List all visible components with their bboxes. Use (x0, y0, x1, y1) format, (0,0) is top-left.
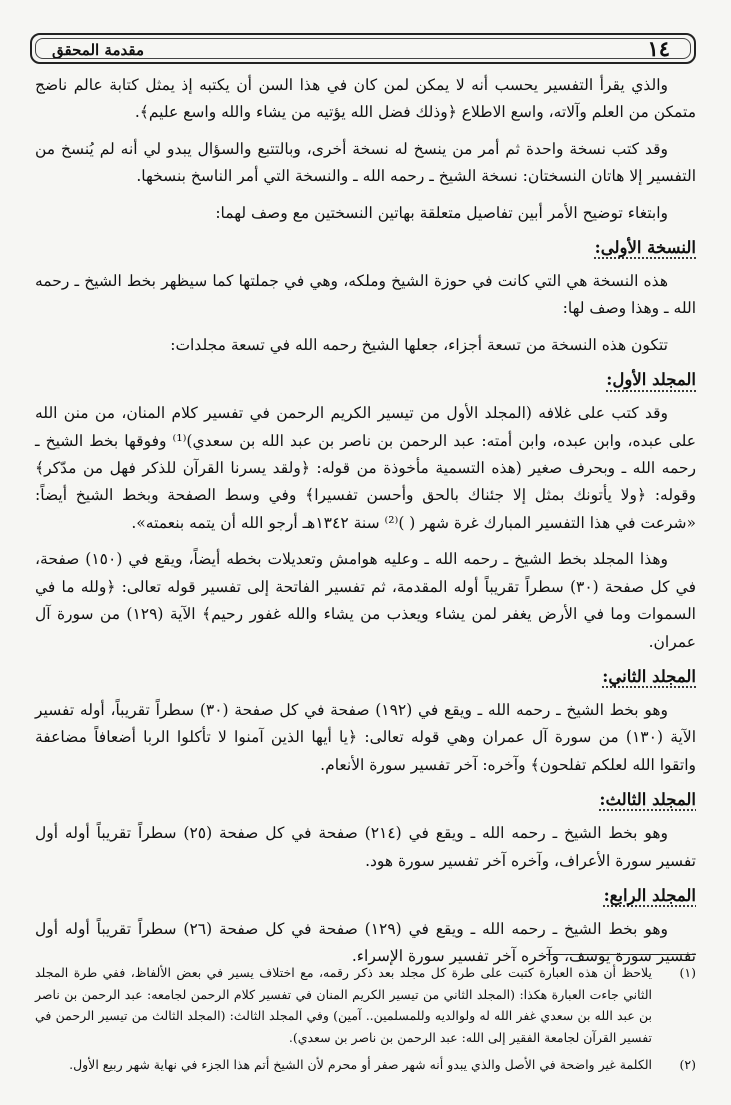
paragraph: وهو بخط الشيخ ـ رحمه الله ـ ويقع في (٢١٤) صفحة في كل صفحة (٢٥) سطراً تقريباً أوله أول تفسير سورة الأعراف، وآخره آخر تفسير سورة هود. (35, 824, 696, 870)
paragraph: وقد كتب نسخة واحدة ثم أمر من ينسخ له نسخة أخرى، وبالتتبع والسؤال يبدو لي أنه لم يُنسخ من التفسير إلا هاتان النسختان: نسخة الشيخ ـ رحمه الله ـ والنسخة التي أمر الناسخ بنسخها. (35, 139, 696, 186)
footnote (35, 962, 696, 1048)
paragraph: وهذا المجلد بخط الشيخ ـ رحمه الله ـ وعليه هوامش وتعديلات بخطه أيضاً، ويقع في (١٥٠) صفحة، في كل صفحة (٣٠) سطراً تقريباً أوله المقدمة، ثم تفسير الفاتحة إلى تفسير قوله تعالى: ﴿ولله ما في السموات وما في الأرض يغفر لمن يشاء ويعذب من يشاء والله غفور رحيم﴾ الآية (١٢٩) من سورة آل عمران. (35, 550, 696, 651)
page-number: ١٤ (647, 36, 670, 61)
paragraph: والذي يقرأ التفسير يحسب أنه لا يمكن لمن كان في هذا السن أن يكتبه إذ يمثل كتابة عالم ناضج متمكن من العلم وآلاته، واسع الاطلاع ﴿وذلك فضل الله يؤتيه من يشاء والله واسع عليم﴾. (35, 76, 696, 122)
running-title: مقدمة المحقق (52, 41, 144, 59)
paragraph: تتكون هذه النسخة من تسعة أجزاء، جعلها الشيخ رحمه الله في تسعة مجلدات: (170, 335, 668, 354)
footnote-divider (546, 954, 696, 955)
section-heading-volume-3: المجلد الثالث: (599, 790, 696, 810)
footnote (35, 1054, 696, 1076)
page-header (30, 33, 696, 64)
footnote-number: (٢) (679, 1057, 696, 1072)
paragraph: وابتغاء توضيح الأمر أبين تفاصيل متعلقة بهاتين النسختين مع وصف لهما: (215, 203, 668, 222)
footnotes (35, 962, 696, 1082)
footnote-number: (١) (679, 965, 696, 980)
main-text (35, 72, 696, 980)
footnote-text: يلاحظ أن هذه العبارة كتبت على طرة كل مجلد بعد ذكر رقمه، مع اختلاف يسير في بعض الألفاظ، ففي طرة المجلد الثاني جاءت العبارة هكذا: (المجلد الثاني من تيسير الكريم المنان في تفسير كلام الرحمن لجامعه: عبد الرحمن بن ناصر بن عبد الله بن سعدي غفر الله له ولوالديه وللمسلمين.. آمين) وفي المجلد الثالث: (المجلد الثالث من تيسير الرحمن في تفسير القرآن لجامعة الفقير إلى الله: عبد الرحمن بن ناصر بن سعدي). (35, 965, 652, 1045)
paragraph: وهو بخط الشيخ ـ رحمه الله ـ ويقع في (١٢٩) صفحة في كل صفحة (٢٦) سطراً تقريباً أوله أول تفسير سورة يوسف، وآخره آخر تفسير سورة الإسراء. (35, 919, 696, 966)
paragraph: وهو بخط الشيخ ـ رحمه الله ـ ويقع في (١٩٢) صفحة في كل صفحة (٣٠) سطراً تقريباً، أوله تفسير الآية (١٣٠) من سورة آل عمران وهي قوله تعالى: ﴿يا أيها الذين آمنوا لا تأكلوا الربا أضعافاً مضاعفة واتقوا الله لعلكم تفلحون﴾ وآخره: آخر تفسير سورة الأنعام. (35, 700, 696, 774)
section-heading-volume-4: المجلد الرابع: (603, 885, 696, 905)
paragraph: هذه النسخة هي التي كانت في حوزة الشيخ وملكه، وهي في جملتها كما سيظهر بخط الشيخ ـ رحمه الله ـ وهذا وصف لها: (35, 272, 696, 318)
footnote-text: الكلمة غير واضحة في الأصل والذي يبدو أنه شهر صفر أو محرم لأن الشيخ أتم هذا الجزء في نهاية شهر ربيع الأول. (69, 1057, 652, 1072)
section-heading-volume-1: المجلد الأول: (606, 370, 696, 390)
paragraph: وقد كتب على غلافه (المجلد الأول من تيسير الكريم الرحمن في تفسير كلام المنان، من منن الله على عبده، وابن عبده، وابن أمته: عبد الرحمن بن ناصر بن عبد الله بن سعدي)⁽¹⁾ وفوقها بخط الشيخ ـ رحمه الله ـ وبحرف صغير (هذه التسمية مأخوذة من قوله: ﴿ولقد يسرنا القرآن للذكر فهل من مدّكر﴾ وقوله: ﴿ولا يأتونك بمثل إلا جئناك بالحق وأحسن تفسيرا﴾ وفي وسط الصفحة وبخط الشيخ أيضاً: «شرعت في هذا التفسير المبارك غرة شهر ( )⁽²⁾ سنة ١٣٤٢هـ أرجو الله أن يتمه بنعمته». (35, 404, 697, 532)
section-heading-first-copy: النسخة الأولى: (594, 238, 696, 258)
section-heading-volume-2: المجلد الثاني: (602, 666, 696, 686)
